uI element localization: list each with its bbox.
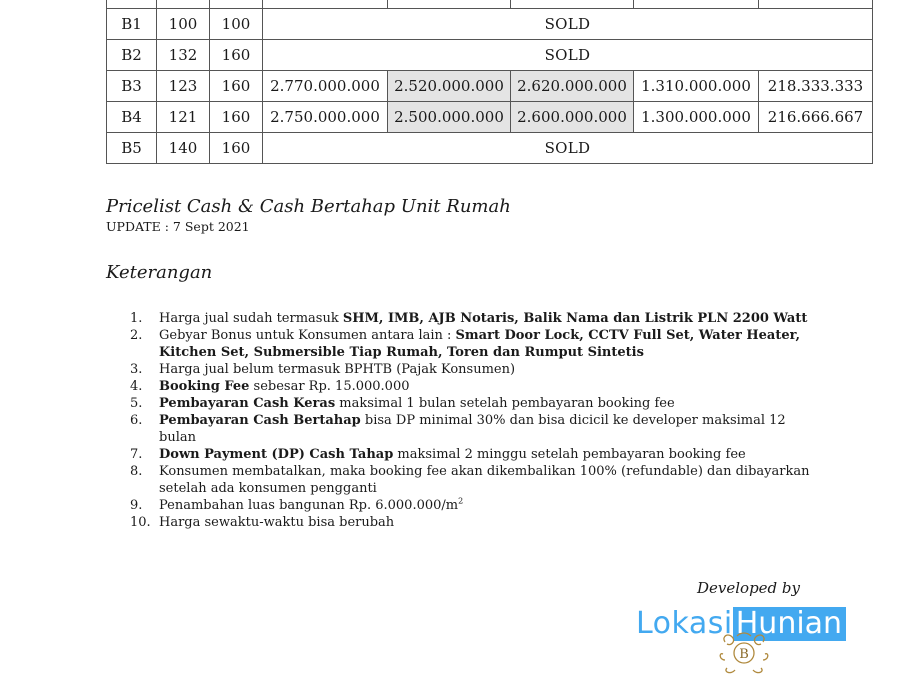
note-bold-text: Smart Door Lock, CCTV Full Set, Water Heater, Kitchen Set, Submersible Tiap Rumah, Toren dan Rumput Sintetis <box>159 328 801 360</box>
list-item <box>130 378 810 395</box>
table-header-row-cropped <box>107 0 873 9</box>
list-number: 10. <box>130 515 151 530</box>
notes-list <box>130 310 810 531</box>
land-area-cell: 160 <box>210 40 263 71</box>
price-cell: 1.310.000.000 <box>634 71 759 102</box>
list-item <box>130 497 810 514</box>
building-area-cell: 123 <box>157 71 210 102</box>
price-cell: 2.750.000.000 <box>263 102 388 133</box>
price-cell: 216.666.667 <box>759 102 873 133</box>
note-text: Konsumen membatalkan, maka booking fee akan dikembalikan 100% (refundable) dan dibayarkan setelah ada konsumen pengganti <box>159 464 810 496</box>
building-area-cell: 140 <box>157 133 210 164</box>
unit-cell: B4 <box>107 102 157 133</box>
pricelist-title: Pricelist Cash & Cash Bertahap Unit Rumah <box>106 196 511 217</box>
table-row <box>107 133 873 164</box>
price-cell: 2.600.000.000 <box>511 102 634 133</box>
price-cell: 218.333.333 <box>759 71 873 102</box>
sold-status-cell: SOLD <box>263 133 873 164</box>
list-number: 3. <box>130 362 143 377</box>
note-text: maksimal 1 bulan setelah pembayaran booking fee <box>335 396 675 411</box>
list-number: 6. <box>130 413 143 428</box>
note-bold-text: Booking Fee <box>159 379 250 394</box>
table-row <box>107 71 873 102</box>
note-text: bisa DP minimal 30% dan bisa dicicil ke developer maksimal 12 bulan <box>159 413 786 445</box>
unit-cell: B3 <box>107 71 157 102</box>
list-number: 5. <box>130 396 143 411</box>
building-area-cell: 121 <box>157 102 210 133</box>
building-area-cell: 100 <box>157 9 210 40</box>
list-item <box>130 327 810 361</box>
note-bold-text: SHM, IMB, AJB Notaris, Balik Nama dan Listrik PLN 2200 Watt <box>342 311 808 326</box>
list-number: 8. <box>130 464 143 479</box>
note-text: Harga jual belum termasuk BPHTB (Pajak Konsumen) <box>159 362 516 377</box>
land-area-cell: 160 <box>210 102 263 133</box>
price-cell: 2.520.000.000 <box>388 71 511 102</box>
developer-logo-icon <box>717 628 771 676</box>
price-table <box>106 0 873 164</box>
superscript: 2 <box>458 496 464 506</box>
list-item <box>130 463 810 497</box>
note-bold-text: Pembayaran Cash Bertahap <box>159 413 361 428</box>
building-area-cell: 132 <box>157 40 210 71</box>
list-item <box>130 412 810 446</box>
land-area-cell: 160 <box>210 133 263 164</box>
list-number: 1. <box>130 311 143 326</box>
unit-cell: B1 <box>107 9 157 40</box>
update-date: UPDATE : 7 Sept 2021 <box>106 219 250 234</box>
table-row <box>107 9 873 40</box>
list-item <box>130 446 810 463</box>
list-number: 9. <box>130 498 143 513</box>
unit-cell: B2 <box>107 40 157 71</box>
price-cell: 2.770.000.000 <box>263 71 388 102</box>
list-item <box>130 395 810 412</box>
unit-cell: B5 <box>107 133 157 164</box>
list-item <box>130 361 810 378</box>
note-text: Gebyar Bonus untuk Konsumen antara lain : <box>159 328 456 343</box>
list-number: 4. <box>130 379 143 394</box>
logo-letter: B <box>739 647 749 662</box>
price-cell: 2.620.000.000 <box>511 71 634 102</box>
watermark-text-highlight: Hunian <box>733 607 846 641</box>
land-area-cell: 100 <box>210 9 263 40</box>
note-text: sebesar Rp. 15.000.000 <box>249 379 410 394</box>
list-item <box>130 514 810 531</box>
table-row <box>107 102 873 133</box>
note-bold-text: Pembayaran Cash Keras <box>159 396 336 411</box>
table-row <box>107 40 873 71</box>
sold-status-cell: SOLD <box>263 40 873 71</box>
price-cell: 2.500.000.000 <box>388 102 511 133</box>
list-number: 2. <box>130 328 143 343</box>
notes-heading: Keterangan <box>106 262 213 283</box>
list-item <box>130 310 810 327</box>
developed-by-label: Developed by <box>697 579 801 597</box>
list-number: 7. <box>130 447 143 462</box>
note-text: maksimal 2 minggu setelah pembayaran booking fee <box>393 447 746 462</box>
note-text: Penambahan luas bangunan Rp. 6.000.000/m <box>159 498 459 513</box>
note-bold-text: Down Payment (DP) Cash Tahap <box>159 447 394 462</box>
note-text: Harga jual sudah termasuk <box>159 311 343 326</box>
watermark-text: Lokasi <box>636 606 733 641</box>
land-area-cell: 160 <box>210 71 263 102</box>
sold-status-cell: SOLD <box>263 9 873 40</box>
price-cell: 1.300.000.000 <box>634 102 759 133</box>
note-text: Harga sewaktu-waktu bisa berubah <box>159 515 395 530</box>
